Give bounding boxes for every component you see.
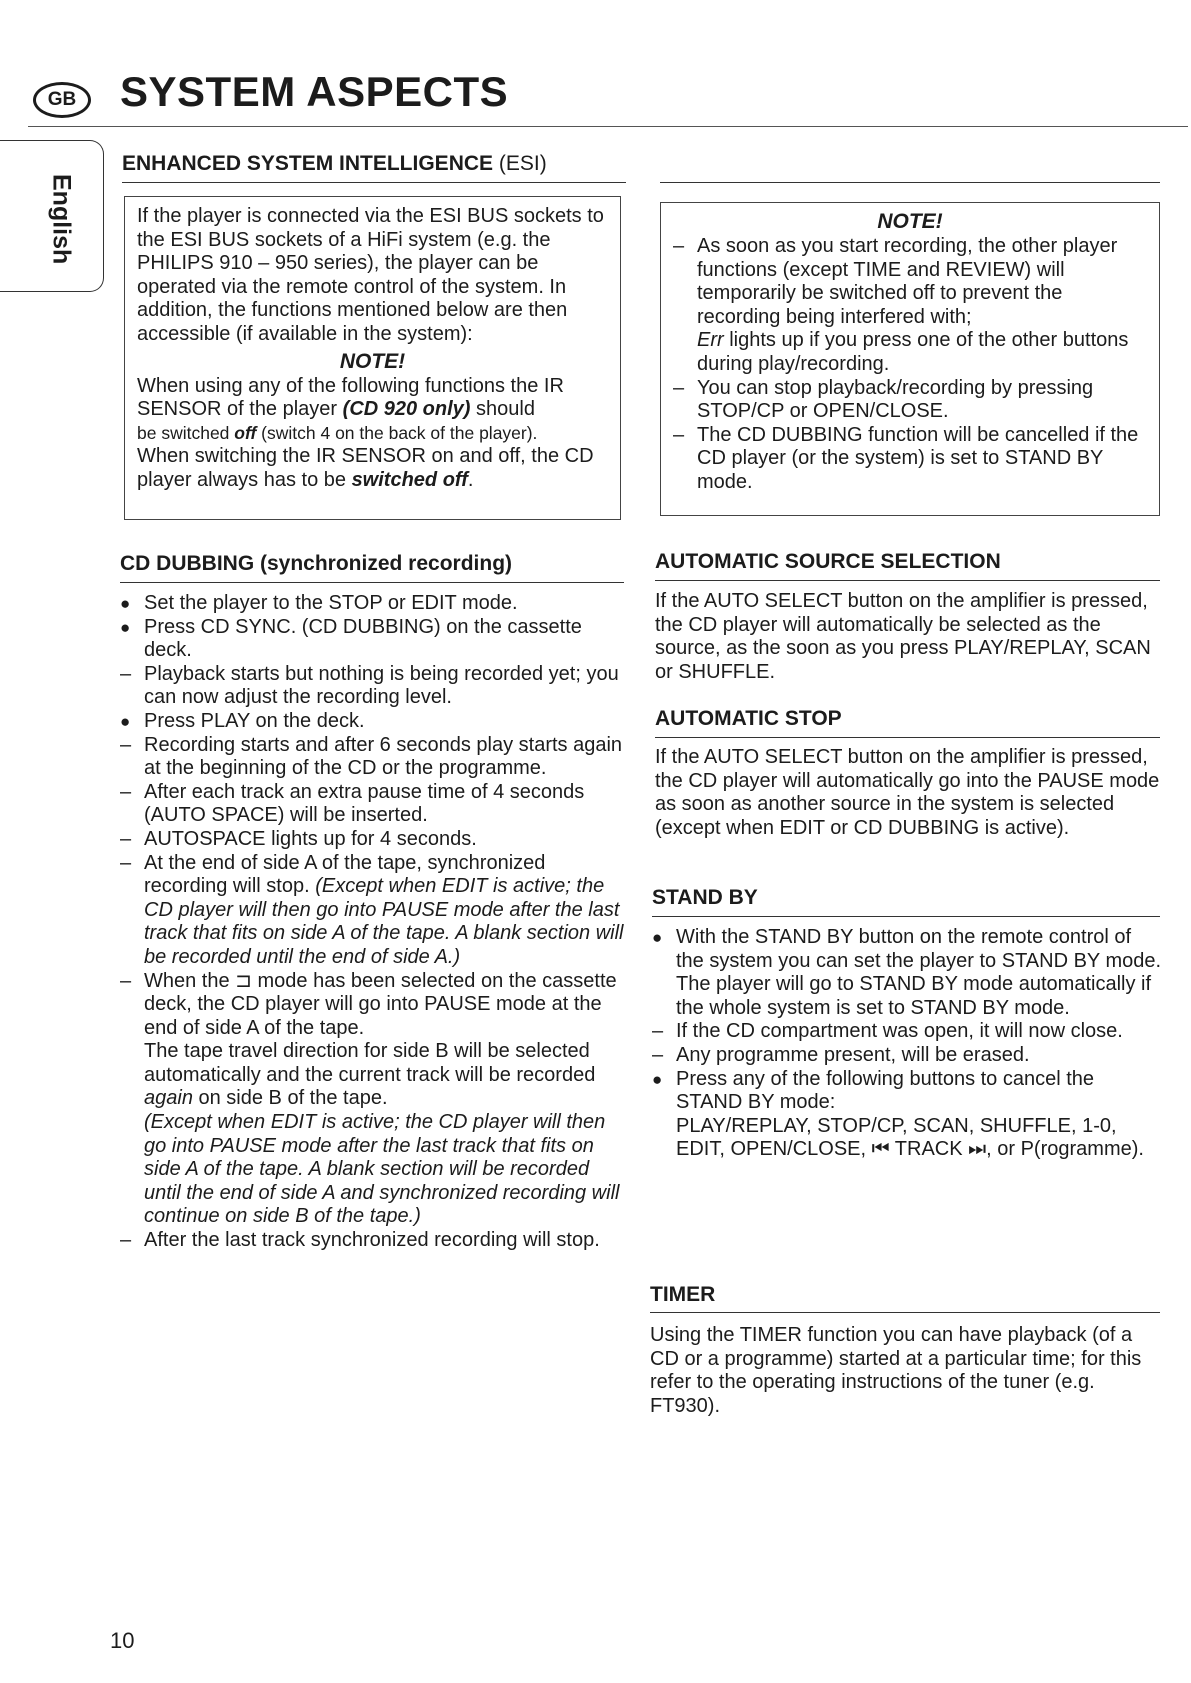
esi-note-p1-c: should [470, 398, 535, 421]
auto-stop-rule [655, 737, 1160, 738]
list-item: – When the ⊐ mode has been selected on the cassette deck, the CD player will go into PAUSE mode at the end of side A of the tape. The tape travel direction for side B will be selected automatically and the current track will be recorded again on side B of the tape. (Except when EDIT is active; the CD player will then go into PAUSE mode after the last track that fits on side A of the tape. A blank section will be recorded until the end of side A and synchronized recording will continue on side B of the tape.) [120, 969, 620, 1228]
esi-note-p1 [137, 375, 608, 422]
stand-by-i4-b: PLAY/REPLAY, STOP/CP, SCAN, SHUFFLE, 1-0, EDIT, OPEN/CLOSE, ⏮ TRACK ⏭, or P(rogramme). [676, 1114, 1144, 1161]
right-note-item2: You can stop playback/recording by pressing STOP/CP or OPEN/CLOSE. [697, 376, 1094, 423]
right-note-title: NOTE! [877, 210, 943, 233]
cd-dubbing-rule [120, 582, 624, 583]
right-note-item1: As soon as you start recording, the other player functions (except TIME and REVIEW) will temporarily be switched off to prevent the recording being interfered with; [697, 235, 1118, 328]
list-item: – After the last track synchronized recording will stop. [120, 1229, 600, 1252]
stand-by-i4: Press any of the following buttons to cancel the STAND BY mode: [676, 1067, 1095, 1114]
list-item: – As soon as you start recording, the other player functions (except TIME and REVIEW) will temporarily be switched off to prevent the recording being interfered with; Err lights up if you press one of the other buttons during play/recording. [673, 235, 1129, 375]
cd-dubbing-i5: Recording starts and after 6 seconds play starts again at the beginning of the CD or the programme. [144, 733, 623, 780]
cd-dubbing-i6: After each track an extra pause time of 4 seconds (AUTO SPACE) will be inserted. [144, 780, 585, 827]
esi-heading-suffix: (ESI) [498, 152, 547, 175]
cd-dubbing-i9-a: When the [144, 969, 236, 992]
cd-dubbing-i9-c: The tape travel direction for side B will be selected automatically and the current track will be recorded [144, 1040, 596, 1086]
cd-dubbing-i9-b: mode has been selected on the cassette deck, the CD player will go into PAUSE mode at the end of side A of the tape. [144, 969, 617, 1039]
list-item: ● With the STAND BY button on the remote control of the system you can set the player to STAND BY mode. The player will go to STAND BY mode automatically if the whole system is set to STAND BY mode. [652, 926, 1162, 1019]
stand-by-list [652, 926, 1162, 1162]
list-item: – Any programme present, will be erased. [652, 1043, 1030, 1066]
list-item: – AUTOSPACE lights up for 4 seconds. [120, 827, 477, 850]
cd-dubbing-i9-d: again [144, 1087, 193, 1110]
esi-heading-text: ENHANCED SYSTEM INTELLIGENCE [122, 152, 494, 175]
timer-rule [650, 1312, 1160, 1313]
cd-dubbing-i4: Press PLAY on the deck. [144, 709, 365, 732]
cd-dubbing-i8-b: (Except when EDIT is active; the CD player will then go into PAUSE mode after the last track that fits on side A of the tape. A blank section will be recorded until the end of side A.) [144, 875, 624, 968]
list-item: ● Press CD SYNC. (CD DUBBING) on the cassette deck. [120, 615, 582, 662]
esi-note-p3 [137, 445, 608, 492]
list-item: – Recording starts and after 6 seconds play starts again at the beginning of the CD or the programme. [120, 733, 623, 780]
cd-dubbing-i3: Playback starts but nothing is being recorded yet; you can now adjust the recording level. [144, 662, 619, 709]
esi-note-p3-c: . [467, 468, 474, 491]
page-number: 10 [110, 1628, 135, 1653]
stand-by-i1: With the STAND BY button on the remote control of the system you can set the player to STAND BY mode. [676, 926, 1162, 972]
stand-by-i1-b: The player will go to STAND BY mode automatically if the whole system is set to STAND BY mode. [676, 973, 1152, 1019]
list-item: ● Set the player to the STOP or EDIT mode. [120, 592, 518, 614]
list-item: – Playback starts but nothing is being recorded yet; you can now adjust the recording level. [120, 662, 619, 709]
right-note-item3: The CD DUBBING function will be cancelled if the CD player (or the system) is set to STAND BY mode. [697, 423, 1139, 493]
auto-source-heading: AUTOMATIC SOURCE SELECTION [655, 550, 1001, 573]
cd-dubbing-i2: Press CD SYNC. (CD DUBBING) on the cassette deck. [144, 615, 582, 662]
esi-note-p2-c: (switch 4 on the back of the player). [256, 422, 538, 443]
list-item: – You can stop playback/recording by pressing STOP/CP or OPEN/CLOSE. [673, 376, 1094, 423]
esi-heading-rule [122, 182, 626, 183]
cd-dubbing-i9-e: on side B of the tape. [192, 1087, 388, 1110]
cd-dubbing-i7: AUTOSPACE lights up for 4 seconds. [144, 827, 477, 850]
timer-heading: TIMER [650, 1283, 716, 1306]
timer-text: Using the TIMER function you can have playback (of a CD or a programme) started at a particular time; for this refer to the operating instructions of the tuner (e.g. FT930). [650, 1324, 1142, 1417]
right-note-item1-tail: lights up if you press one of the other buttons during play/recording. [697, 329, 1129, 375]
esi-note-p3-a: When switching the IR SENSOR on and off, the CD player always has to be [137, 445, 594, 491]
cd-dubbing-i1: Set the player to the STOP or EDIT mode. [144, 592, 518, 614]
auto-stop-heading: AUTOMATIC STOP [655, 707, 842, 730]
list-item: – If the CD compartment was open, it will now close. [652, 1020, 1123, 1043]
list-item: ● Press any of the following buttons to cancel the STAND BY mode: PLAY/REPLAY, STOP/CP, SCAN, SHUFFLE, 1-0, EDIT, OPEN/CLOSE, ⏮ TRACK ⏭, or P(rogramme). [652, 1067, 1144, 1161]
esi-note-title: NOTE! [339, 349, 406, 373]
list-item: – At the end of side A of the tape, synchronized recording will stop. (Except when EDIT is active; the CD player will then go into PAUSE mode after the last track that fits on side A of the tape. A blank section will be recorded until the end of side A.) [120, 851, 624, 968]
esi-note-p2-b: off [234, 422, 257, 443]
header-divider [28, 126, 1188, 127]
esi-heading [122, 152, 547, 176]
language-side-tab-label: English [47, 173, 76, 265]
auto-source-text: If the AUTO SELECT button on the amplifier is pressed, the CD player will automatically be selected as the source, as the soon as you press PLAY/REPLAY, SCAN or SHUFFLE. [655, 590, 1151, 683]
cd-dubbing-i10: After the last track synchronized recording will stop. [144, 1229, 600, 1252]
right-note-list [673, 235, 1147, 495]
tape-direction-icon: ⊐ [235, 969, 252, 992]
auto-source-rule [655, 580, 1160, 581]
cd-dubbing-heading: CD DUBBING (synchronized recording) [120, 552, 513, 575]
list-item: – After each track an extra pause time of 4 seconds (AUTO SPACE) will be inserted. [120, 780, 585, 827]
stand-by-rule [652, 916, 1160, 917]
esi-note-p2 [137, 422, 608, 446]
page-title: SYSTEM ASPECTS [120, 68, 509, 115]
list-item: – The CD DUBBING function will be cancelled if the CD player (or the system) is set to STAND BY mode. [673, 423, 1139, 493]
err-label: Err [697, 329, 724, 352]
list-item: ● Press PLAY on the deck. [120, 709, 365, 732]
cd-dubbing-i8-a: At the end of side A of the tape, synchronized recording will stop. [144, 851, 546, 898]
stand-by-i3: Any programme present, will be erased. [676, 1043, 1030, 1066]
esi-box-text: If the player is connected via the ESI BUS sockets to the ESI BUS sockets of a HiFi system (e.g. the PHILIPS 910 – 950 series), the player can be operated via the remote control of the system. In addition, the functions mentioned below are then accessible (if available in the system): [137, 205, 604, 345]
esi-note-p3-b: switched off [351, 468, 468, 491]
gb-language-badge: GB [33, 82, 91, 118]
stand-by-i2: If the CD compartment was open, it will now close. [676, 1020, 1123, 1043]
stand-by-heading: STAND BY [652, 886, 758, 909]
esi-note-p2-a: be switched [137, 422, 235, 443]
cd-dubbing-i9-f: (Except when EDIT is active; the CD player will then go into PAUSE mode after the last track that fits on side A of the tape. A blank section will be recorded until the end of side A and synchronized recording will continue on side B of the tape.) [144, 1111, 620, 1228]
auto-stop-text: If the AUTO SELECT button on the amplifier is pressed, the CD player will automatically go into the PAUSE mode as soon as another source in the system is selected (except when EDIT or CD DUBBING is active). [655, 746, 1160, 839]
esi-info-box [124, 196, 621, 520]
right-note-box [660, 202, 1160, 516]
esi-note-p1-b: (CD 920 only) [342, 398, 471, 421]
right-top-rule [660, 182, 1160, 183]
esi-note-p1-a: When using any of the following functions the IR SENSOR of the player [137, 374, 564, 421]
cd-dubbing-list [120, 592, 630, 1253]
